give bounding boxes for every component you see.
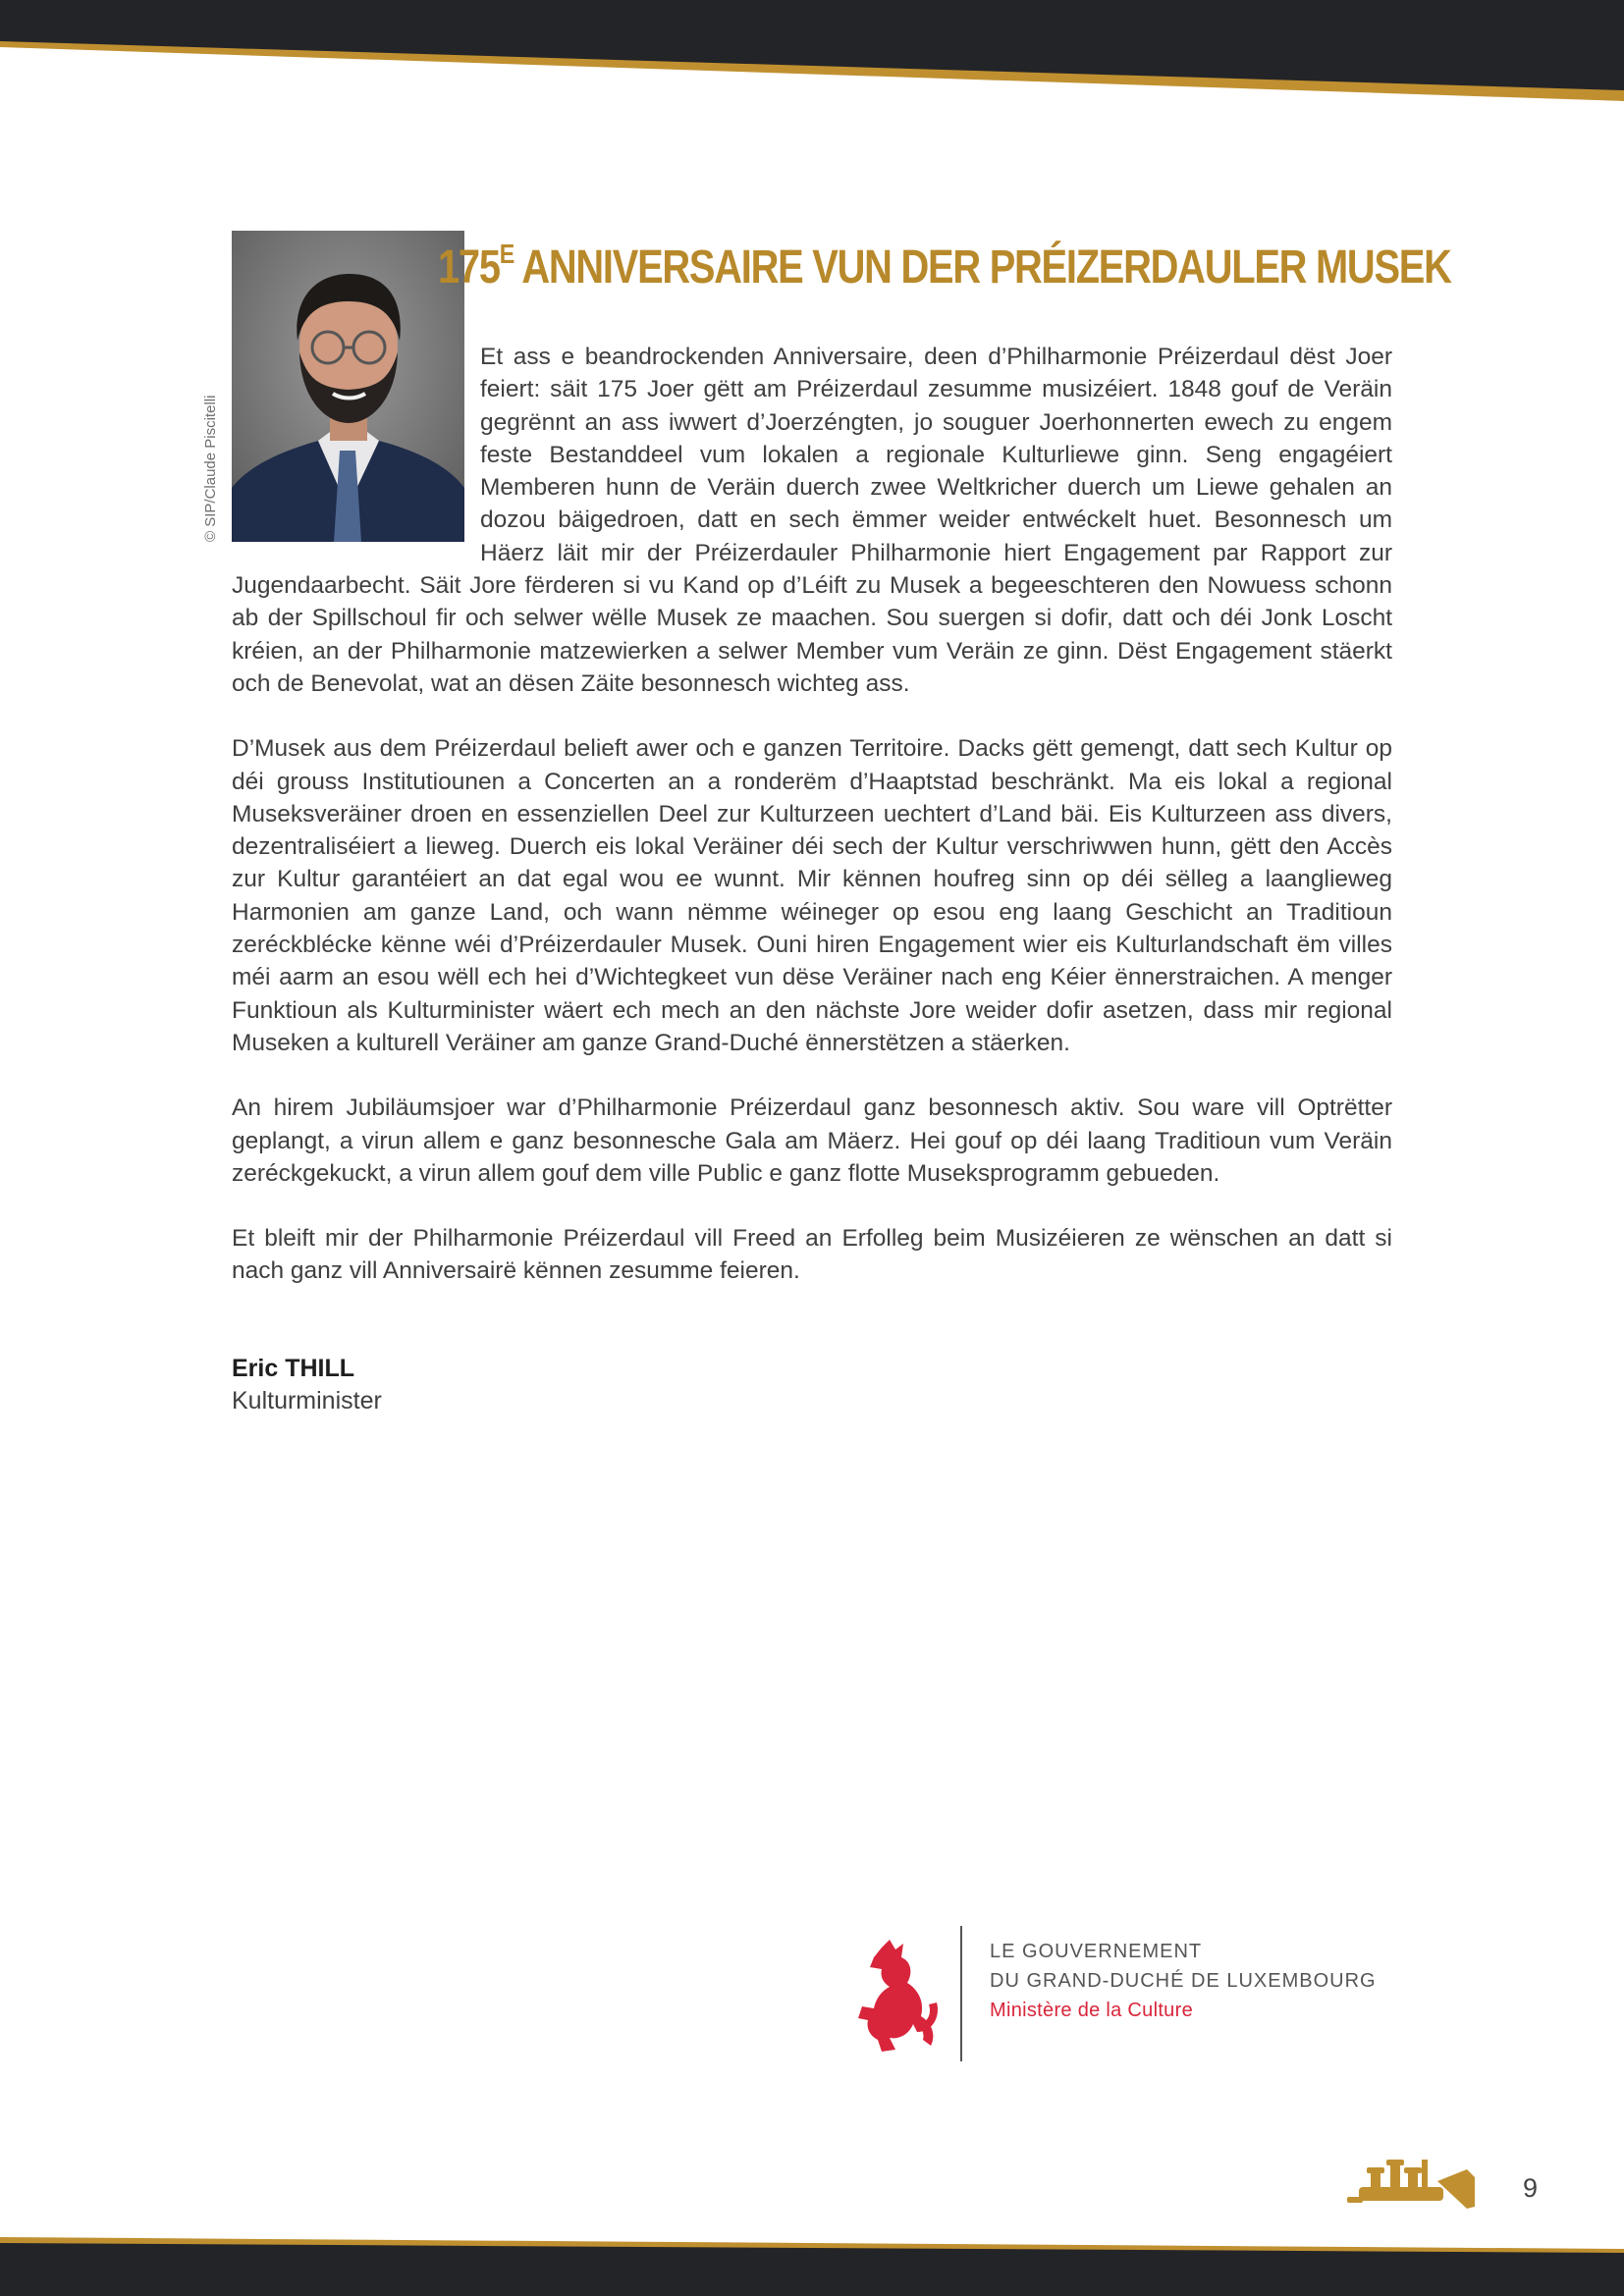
- paragraph-1: Et ass e beandrockenden Anniversaire, deen d’Philharmonie Préizerdaul dëst Joer feiert: säit 175 Joer gëtt am Préizerdaul zesumme musizéiert. 1848 gouf de Veräin gegrënnt an ass iwwert d’Joerzéngten, jo souguer Joerhonnerten ewech zu engem feste Bestanddeel vum lokalen a regionale Kulturliewe ginn. Seng engagéiert Memberen hunn de Veräin duerch zwee Weltkricher duerch um Liewe gehalen an dozou bäigedroen, datt en sech ëmmer weider entwéckelt huet. Besonnesch um Häerz läit mir der Préizerdauler Philharmonie hiert Engagement par Rapport zur Jugendaarbecht. Säit Jore fërderen si vu Kand op d’Léift zu Musek a begeeschteren den Nowuess schonn ab der Spillschoul fir och selwer wëlle Musek ze maachen. Sou suergen si dofir, datt och déi Jonk Loscht kréien, an der Philharmonie matzewierken a selwer Member vum Veräin ze ginn. Dëst Engagement stäerkt och de Benevolat, wat an dësen Zäite besonnesch wichteg ass.: [232, 344, 1392, 697]
- bottom-decorative-band: [0, 2237, 1624, 2296]
- article: [202, 231, 1451, 1417]
- logo-divider: [960, 1926, 962, 2061]
- top-decorative-band: [0, 0, 1624, 108]
- gov-line-1: LE GOUVERNEMENT: [990, 1941, 1203, 1962]
- government-logo-text: [990, 1937, 1377, 2025]
- ministry-name: Ministère de la Culture: [990, 2000, 1193, 2021]
- page-number: 9: [1523, 2173, 1539, 2203]
- red-lion-icon: [852, 1938, 941, 2056]
- signature: [232, 1353, 1392, 1417]
- government-logo: [852, 1926, 1402, 2065]
- title-text: ANNIVERSAIRE VUN DER PRÉIZERDAULER MUSEK: [513, 241, 1451, 294]
- photo-credit: © SIP/Claude Piscitelli: [202, 395, 219, 542]
- title-number: 175: [437, 241, 500, 294]
- paragraph-3: An hirem Jubiläumsjoer war d’Philharmonie Préizerdaul ganz besonnesch aktiv. Sou ware vill Optrëtter geplangt, a virun allem e ganz besonnesche Gala am Mäerz. Hei gouf op déi laang Traditioun vum Veräin zeréckgekuckt, a virun allem gouf dem ville Public e ganz flotte Museksprogramm gebueden.: [232, 1095, 1392, 1187]
- page-title: [232, 239, 1451, 297]
- gov-line-2: DU GRAND-DUCHÉ DE LUXEMBOURG: [990, 1970, 1377, 1992]
- signature-role: Kulturminister: [232, 1386, 382, 1415]
- paragraph-2: D’Musek aus dem Préizerdaul belieft awer och e ganzen Territoire. Dacks gëtt gemengt, datt sech Kultur op déi grouss Institutiounen a Concerten an a ronderëm d’Haaptstad beschränkt. Ma eis lokal a regional Museksveräiner droen en essenziellen Deel zur Kulturzeen uechtert d’Land bäi. Eis Kulturzeen ass divers, dezentraliséiert a lieweg. Duerch eis lokal Veräiner déi sech der Kultur verschriwwen hunn, gëtt den Accès zur Kultur garantéiert an dat egal wou ee wunnt. Mir kënnen houfreg sinn op déi sëlleg a laanglieweg Harmonien am ganze Land, och wann nëmme wéineger op esou eng laang Geschicht an Traditioun zeréckblécke kënne wéi d’Préizerdauler Musek. Ouni hiren Engagement wier eis Kulturlandschaft ëm villes méi aarm an esou wëll ech hei d’Wichtegkeet vun dëse Veräiner nach eng Kéier ënnerstraichen. A menger Funktioun als Kulturminister wäert ech mech an den nächste Jore weider dofir asetzen, dass mir regional Museken a kulturell Veräiner am ganze Grand-Duché ënnerstëtzen a stäerken.: [232, 735, 1392, 1056]
- signature-name: Eric THILL: [232, 1354, 355, 1382]
- brass-instruments-icon: [1347, 2152, 1485, 2215]
- paragraph-4: Et bleift mir der Philharmonie Préizerdaul vill Freed an Erfolleg beim Musizéieren ze wënschen an datt si nach ganz vill Anniversairë kënnen zesumme feieren.: [232, 1225, 1392, 1285]
- title-superscript: E: [499, 239, 514, 269]
